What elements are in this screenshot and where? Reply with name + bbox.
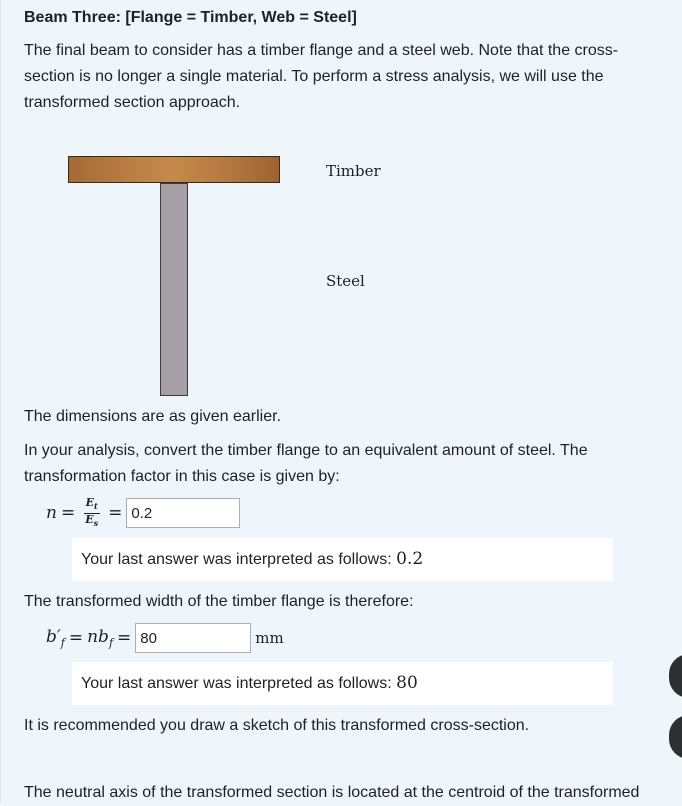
n-symbol: n [46,503,57,523]
transform-paragraph: In your analysis, convert the timber flange to an equivalent amount of steel. The transformation factor in this case is given by: [24,442,588,485]
equals-sign: = [108,503,123,523]
n-answer-input[interactable] [126,498,240,528]
unit-label: mm [255,629,284,647]
dimensions-note: The dimensions are as given earlier. [24,408,282,425]
floating-side-button[interactable] [669,715,682,759]
timber-flange [68,156,280,183]
transformed-width-paragraph: The transformed width of the timber flange is therefore: [24,593,414,610]
t-beam-figure [61,150,401,400]
steel-web [160,183,188,396]
feedback-value-bf: 80 [396,673,418,693]
neutral-axis-paragraph: The neutral axis of the transformed section is located at the centroid of the transformed [24,784,640,801]
steel-label: Steel [326,272,365,290]
sketch-note: It is recommended you draw a sketch of this transformed cross-section. [24,717,530,734]
transformed-width-equation [46,622,284,654]
bf-prime-symbol: $b'_f$ [46,626,65,650]
floating-side-button[interactable] [669,654,682,698]
equals-sign: = [117,628,132,648]
section-title: Beam Three: [Flange = Timber, Web = Steel] [24,9,357,26]
feedback-box-n: Your last answer was interpreted as follows: 0.2 [72,538,613,581]
equals-sign: = [68,628,84,648]
bf-answer-input[interactable] [135,623,251,653]
transformation-factor-equation [46,497,240,529]
feedback-value-n: 0.2 [396,549,424,569]
modulus-ratio: $\frac{E_t}{E_s}$ [85,496,99,528]
intro-paragraph: The final beam to consider has a timber flange and a steel web. Note that the cross-section is no longer a single material. To perform a stress analysis, we will use the transformed section approach. [24,42,619,111]
timber-label: Timber [326,162,381,180]
feedback-box-bf: Your last answer was interpreted as follows: 80 [72,662,613,705]
equals-sign: = [60,503,76,523]
n-bf-symbol: $nb_f$ [87,626,114,650]
